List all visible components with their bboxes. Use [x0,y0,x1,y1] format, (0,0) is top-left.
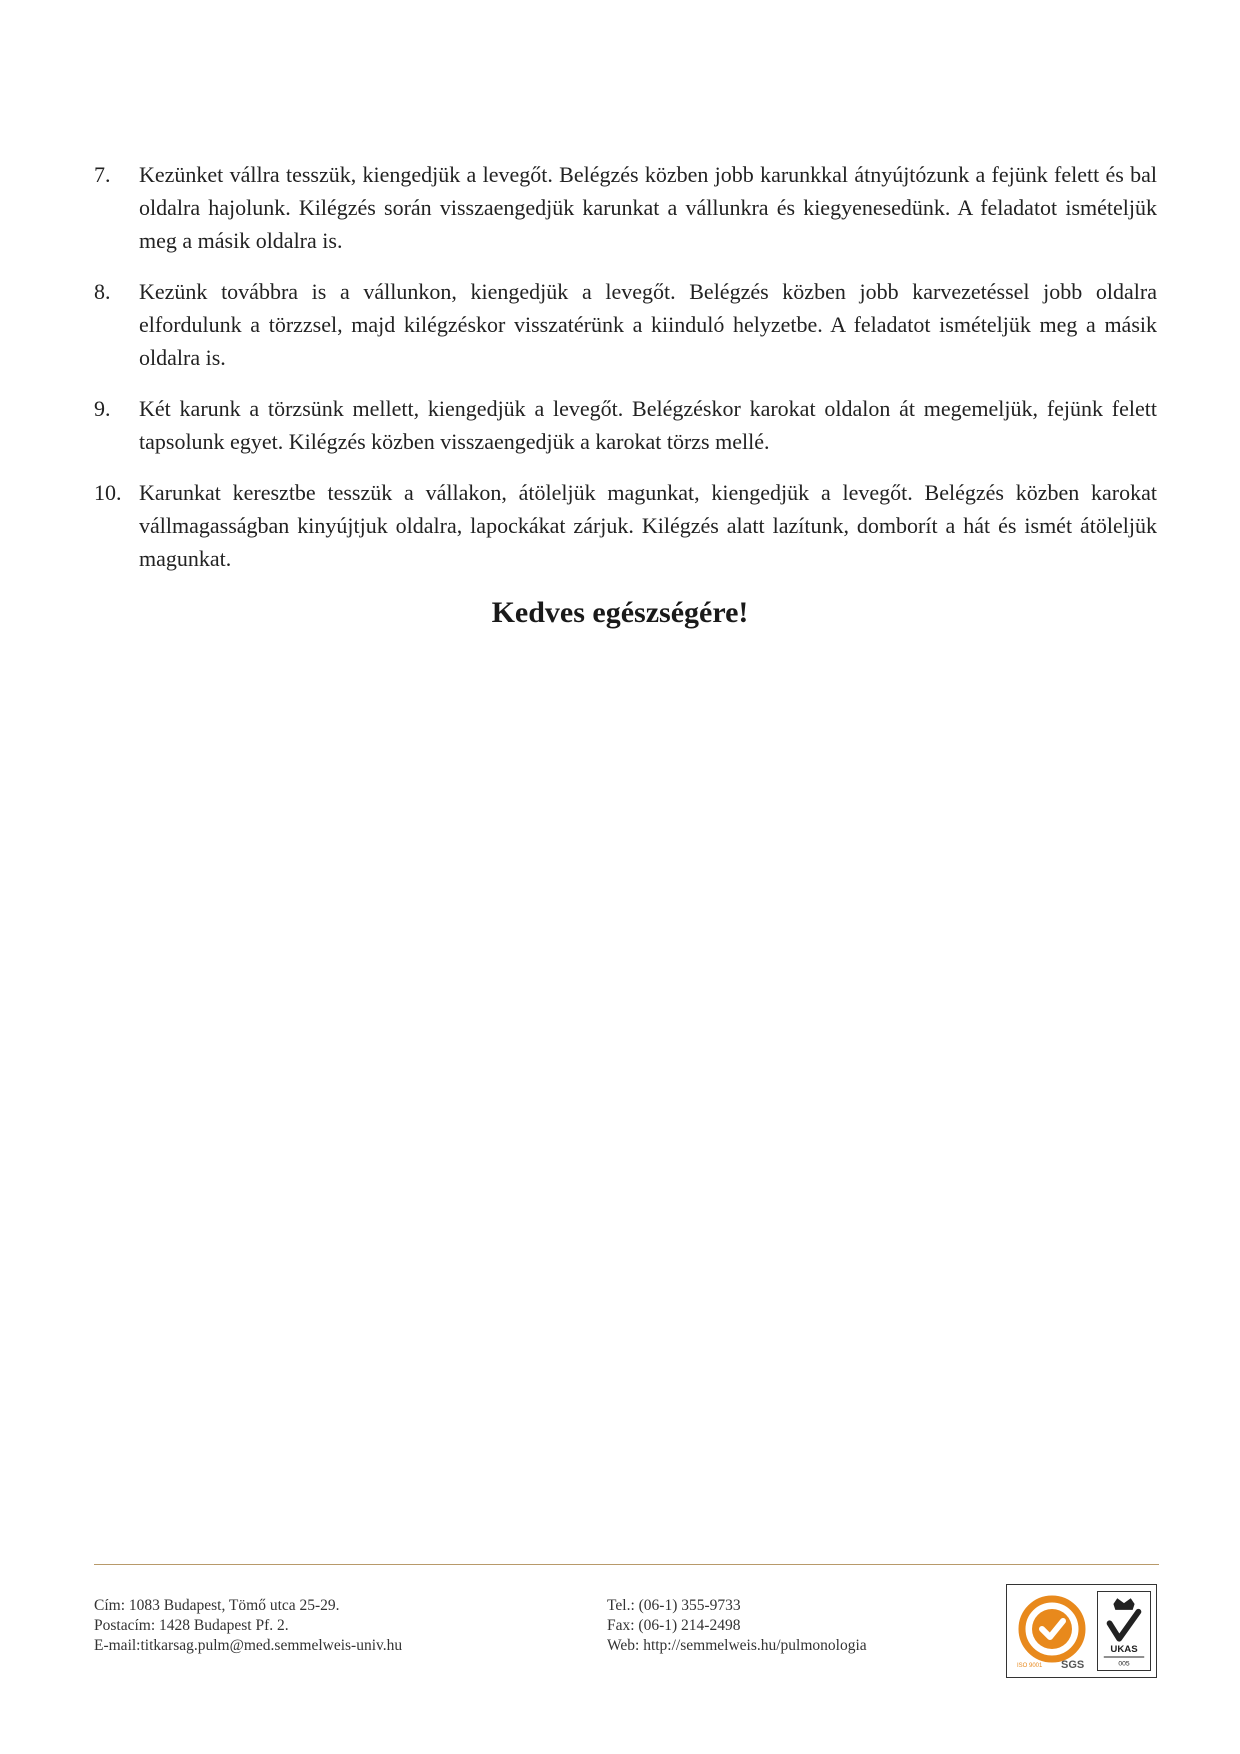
footer-tel: Tel.: (06-1) 355-9733 [607,1597,741,1614]
footer-email: E-mail:titkarsag.pulm@med.semmelweis-univ.hu [94,1637,403,1654]
exercise-item-8 [94,275,1157,374]
item-number: 10. [94,480,122,505]
item-number: 8. [94,279,111,304]
exercise-list [94,158,1157,593]
ukas-label: UKAS [1110,1644,1138,1656]
iso-label: ISO 9001 [1017,1663,1043,1669]
item-text: Két karunk a törzsünk mellett, kiengedjük a levegőt. Belégzéskor karokat oldalon át megemeljük, fejünk felett tapsolunk egyet. Kilégzés közben visszaengedjük a karokat törzs mellé. [139,396,1157,454]
item-text: Karunkat keresztbe tesszük a vállakon, átöleljük magunkat, kiengedjük a levegőt. Belégzés közben karokat vállmagasságban kinyújtjuk oldalra, lapockákat zárjuk. Kilégzés alatt lazítunk, domborít a hát és ismét átöleljük magunkat. [139,480,1157,571]
footer-postal: Postacím: 1428 Budapest Pf. 2. [94,1617,289,1634]
ukas-logo [1097,1591,1151,1671]
exercise-item-9 [94,392,1157,458]
footer-web: Web: http://semmelweis.hu/pulmonologia [607,1637,867,1654]
item-number: 9. [94,396,111,421]
sgs-iso-logo [1013,1591,1091,1671]
check-icon [1110,1612,1139,1639]
footer-divider [94,1564,1159,1565]
footer-address: Cím: 1083 Budapest, Tömő utca 25-29. [94,1597,340,1614]
exercise-item-10 [94,476,1157,575]
closing-greeting: Kedves egészségére! [491,596,749,629]
item-number: 7. [94,162,111,187]
item-text: Kezünket vállra tesszük, kiengedjük a levegőt. Belégzés közben jobb karunkkal átnyújtózunk a fejünk felett és bal oldalra hajolunk. Kilégzés során visszaengedjük karunkat a vállunkra és kiegyenesedünk. A feladatot ismételjük meg a másik oldalra is. [139,162,1157,253]
sgs-label: SGS [1061,1659,1085,1671]
footer-address-block [94,1596,402,1656]
ukas-number: 005 [1118,1660,1130,1668]
item-text: Kezünk továbbra is a vállunkon, kiengedjük a levegőt. Belégzés közben jobb karvezetéssel jobb oldalra elfordulunk a törzzsel, majd kilégzéskor visszatérünk a kiinduló helyzetbe. A feladatot ismételjük meg a másik oldalra is. [139,279,1157,370]
footer-contact-block [607,1596,867,1656]
footer-fax: Fax: (06-1) 214-2498 [607,1617,741,1634]
exercise-item-7 [94,158,1157,257]
certification-logos [1006,1584,1157,1678]
crown-icon [1113,1598,1134,1610]
